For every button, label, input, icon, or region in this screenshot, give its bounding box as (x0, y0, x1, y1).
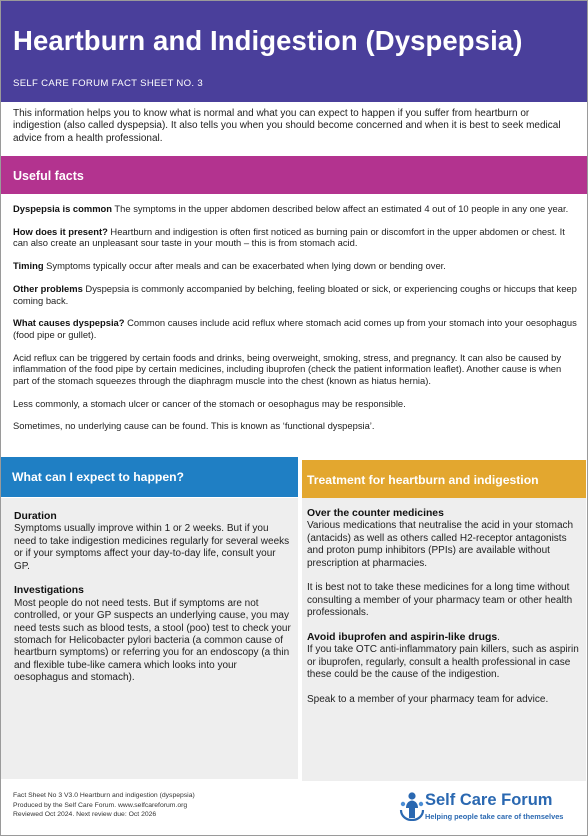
self-care-forum-logo (398, 791, 580, 823)
fact-text: Dyspepsia is commonly accompanied by belching, feeling bloated or sick, or experiencing coughs or hiccups that keep coming back. (13, 282, 577, 306)
fact-lead: What causes dyspepsia? (13, 317, 125, 329)
footer-info (13, 791, 195, 820)
fact-item (13, 398, 578, 410)
fact-item (13, 420, 578, 432)
avoid-heading-suffix: . (497, 632, 500, 644)
expect-content (14, 511, 292, 697)
fact-item (13, 260, 578, 272)
avoid-heading-line (307, 632, 581, 644)
header-band (1, 1, 587, 102)
investigations-text: Most people do not need tests. But if symptoms are not controlled, or your GP suspects an underlying cause, you may need tests such as blood tests, a stool (poo) test to check your stomach for Helicobacter pylori bacteria (a common cause of heartburn symptoms) or referring you for an endoscopy (a thin and flexible tube-like camera which looks into your oesophagus and stomach). (14, 597, 291, 684)
fact-item (13, 317, 578, 340)
page-title: Heartburn and Indigestion (Dyspepsia) (13, 25, 523, 56)
logo-tagline: Helping people take care of themselves (425, 812, 564, 821)
fact-text: Common causes include acid reflux where stomach acid comes up from your stomach into your oesophagus (food pipe or gullet). (13, 317, 577, 340)
treatment-heading: Treatment for heartburn and indigestion (307, 473, 539, 487)
fact-text: Less commonly, a stomach ulcer or cancer of the stomach or oesophagus may be responsible. (13, 397, 406, 409)
footer-line-2: Produced by the Self Care Forum. www.selfcareforum.org (13, 801, 188, 809)
fact-sheet-number: SELF CARE FORUM FACT SHEET NO. 3 (13, 78, 203, 89)
fact-lead: Other problems (13, 282, 83, 294)
fact-item (13, 203, 578, 215)
duration-heading: Duration (14, 511, 57, 522)
fact-text: Heartburn and indigestion is often first noticed as burning pain or discomfort in the upper abdomen or chest. It can also create an unpleasant sour taste in your mouth – this is from stomach acid. (13, 225, 565, 249)
footer-line-1: Fact Sheet No 3 V3.0 Heartburn and indigestion (dyspepsia) (13, 792, 195, 799)
fact-text: Acid reflux can be triggered by certain foods and drinks, being overweight, smoking, stress, and pregnancy. It can also be caused by inflammation of the food pipe by certain medicines, including ibuprofen (check the patient information leaflet). Another cause is when part of the stomach squeezes through the diaphragm muscle into the chest (known as hiatus hernia). (13, 351, 562, 386)
self-care-forum-logo-icon (398, 791, 426, 821)
expect-heading: What can I expect to happen? (12, 470, 184, 484)
fact-item (13, 352, 578, 387)
intro-paragraph: This information helps you to know what is normal and what you can expect to happen if you suffer from heartburn or indigestion (also called dyspepsia). It also tells you when you should become concerned and when it is best to seek medical advice from a health professional. (13, 108, 561, 144)
useful-facts-list (13, 203, 578, 443)
speak-text: Speak to a member of your pharmacy team for advice. (307, 694, 549, 706)
duration-text: Symptoms usually improve within 1 or 2 weeks. But if you need to take indigestion medicines regularly for several weeks or if your symptoms affect your day-to-day life, consult your GP. (14, 523, 290, 572)
fact-lead: Timing (13, 260, 44, 272)
avoid-text: If you take OTC anti-inflammatory pain killers, such as aspirin or ibuprofen, regularly, consult a health professional in case these could be the cause of the indigestion. (307, 644, 579, 681)
fact-item (13, 283, 578, 306)
treatment-content (307, 508, 581, 719)
fact-text: The symptoms in the upper abdomen described below affect an estimated 4 out of 10 people in any one year. (112, 203, 569, 214)
avoid-heading: Avoid ibuprofen and aspirin-like drugs (307, 632, 498, 644)
fact-text: Symptoms typically occur after meals and can be exacerbated when lying down or bending over. (43, 260, 446, 272)
treatment-band (302, 460, 586, 498)
otc-text: Various medications that neutralise the acid in your stomach (antacids) as well as others called H2-receptor antagonists and proton pump inhibitors (PPIs) are available without prescription at pharmacies. (307, 520, 574, 569)
fact-lead: Dyspepsia is common (13, 203, 112, 214)
footer-line-3: Reviewed Oct 2024. Next review due: Oct 2026 (13, 811, 157, 819)
investigations-heading: Investigations (14, 585, 84, 597)
fact-item (13, 226, 578, 249)
useful-facts-heading: Useful facts (13, 169, 84, 183)
useful-facts-band (1, 156, 587, 194)
logo-name: Self Care Forum (425, 791, 553, 809)
fact-lead: How does it present? (13, 225, 108, 237)
fact-text: Sometimes, no underlying cause can be found. This is known as ‘functional dyspepsia’. (13, 420, 375, 432)
otc-heading: Over the counter medicines (307, 508, 444, 519)
otc-text-2: It is best not to take these medicines for a long time without consulting a member of your pharmacy team or other health professionals. (307, 582, 573, 619)
expect-band (1, 457, 298, 497)
